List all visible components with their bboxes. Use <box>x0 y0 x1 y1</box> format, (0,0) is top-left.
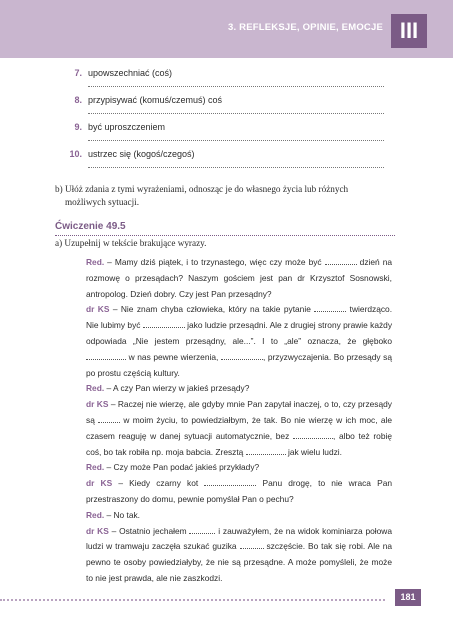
item-text: upowszechniać (coś) <box>88 68 173 78</box>
item-number: 7. <box>74 68 82 78</box>
blank-field[interactable] <box>189 525 215 534</box>
answer-line[interactable] <box>88 113 384 114</box>
dialog-turn: dr KS – Ostatnio jechałem i zauważyłem, że na widok kominiarza połowa ludzi w tramwaju zaczęła szukać guzika szczęście. Bo tak się robi. Ale na pewno te osoby powiedziałyby, że nie są przesądne. A może pomyśleli, że może to nie jest prawda, ale nie zaszkodzi. <box>86 525 393 583</box>
speaker-label: dr KS <box>86 304 110 315</box>
item-text: przypisywać (komuś/czemuś) coś <box>88 95 223 105</box>
item-number: 9. <box>74 122 82 132</box>
item-number: 8. <box>74 95 82 105</box>
list-item <box>64 147 384 174</box>
blank-field[interactable] <box>246 446 286 455</box>
header-bar <box>0 0 453 58</box>
dialog-turn: dr KS – Kiedy czarny kot Panu drogę, to nie wraca Pan przestraszony do domu, pewnie pomyślał Pan o pechu? <box>86 478 393 504</box>
speaker-label: dr KS <box>86 525 109 536</box>
task-b-instruction <box>55 183 395 209</box>
list-item <box>64 120 384 147</box>
blank-field[interactable] <box>221 351 263 360</box>
exercise-title: Ćwiczenie 49.5 <box>55 221 126 232</box>
speaker-label: dr KS <box>86 478 113 489</box>
list-item <box>64 66 384 93</box>
task-b-line1: b) Ułóż zdania z tymi wyrażeniami, odnosząc je do własnego życia lub różnych <box>55 184 349 194</box>
task-b-line2: możliwych sytuacji. <box>65 197 139 207</box>
dialog-turn: Red. – Mamy dziś piątek, i to trzynastego, więc czy może być dzień na rozmowę o przesądach? Naszym gościem jest pan dr Krzysztof Sosnowski, antropolog. Dzień dobry. Czy jest Pan przesądny? <box>86 257 393 299</box>
answer-line[interactable] <box>88 86 384 87</box>
speaker-label: Red. <box>86 462 105 473</box>
dialog-turn: Red. – Czy może Pan podać jakieś przykłady? <box>86 462 260 473</box>
dialog-turn: Red. – A czy Pan wierzy w jakieś przesądy? <box>86 383 250 394</box>
dialog-turn: dr KS – Raczej nie wierzę, ale gdyby mnie Pan zapytał inaczej, o to, czy przesądy są w moim życiu, to powiedziałbym, że tak. Bo nie wierzę w ich moc, ale czasem reaguję w danej sytuacji automatycznie, bez , albo też robię coś, bo tak robiła np. moja babcia. Zresztą jak wielu ludzi. <box>86 399 393 457</box>
dialog-text <box>86 255 392 587</box>
footer-dotted-rule <box>0 599 385 601</box>
blank-field[interactable] <box>86 351 126 360</box>
answer-line[interactable] <box>88 140 384 141</box>
speaker-label: Red. <box>86 257 105 267</box>
blank-field[interactable] <box>143 319 185 328</box>
blank-field[interactable] <box>98 414 120 423</box>
task-a-instruction: a) Uzupełnij w tekście brakujące wyrazy. <box>55 238 207 248</box>
exercise-divider <box>55 235 395 236</box>
chapter-title: 3. REFLEKSJE, OPINIE, EMOCJE <box>228 22 383 33</box>
answer-line[interactable] <box>88 167 384 168</box>
speaker-label: dr KS <box>86 399 109 410</box>
chapter-number-box <box>391 14 427 48</box>
page-number: 181 <box>395 589 421 606</box>
dialog-turn: Red. – No tak. <box>86 509 141 520</box>
speaker-label: Red. <box>86 383 105 394</box>
blank-field[interactable] <box>204 477 256 486</box>
chapter-number: III <box>399 18 419 43</box>
blank-field[interactable] <box>293 430 333 439</box>
blank-field[interactable] <box>240 540 264 549</box>
blank-field[interactable] <box>314 303 346 312</box>
blank-field[interactable] <box>325 256 357 265</box>
item-number: 10. <box>69 149 82 159</box>
item-text: ustrzec się (kogoś/czegoś) <box>88 149 195 159</box>
item-text: być uproszczeniem <box>88 122 166 132</box>
speaker-label: Red. <box>86 509 105 520</box>
dialog-turn: dr KS – Nie znam chyba człowieka, który na takie pytanie twierdząco. Nie lubimy być jako ludzie przesądni. Ale z drugiej strony prawie każdy odpowiada „Nie jestem przesądny, ale...”. I to „ale” oznacza, że głęboko w nas pewne wierzenia, , przyzwyczajenia. Bo przesądy są po prostu częścią kultury. <box>86 304 393 378</box>
expression-list <box>64 66 384 174</box>
list-item <box>64 93 384 120</box>
